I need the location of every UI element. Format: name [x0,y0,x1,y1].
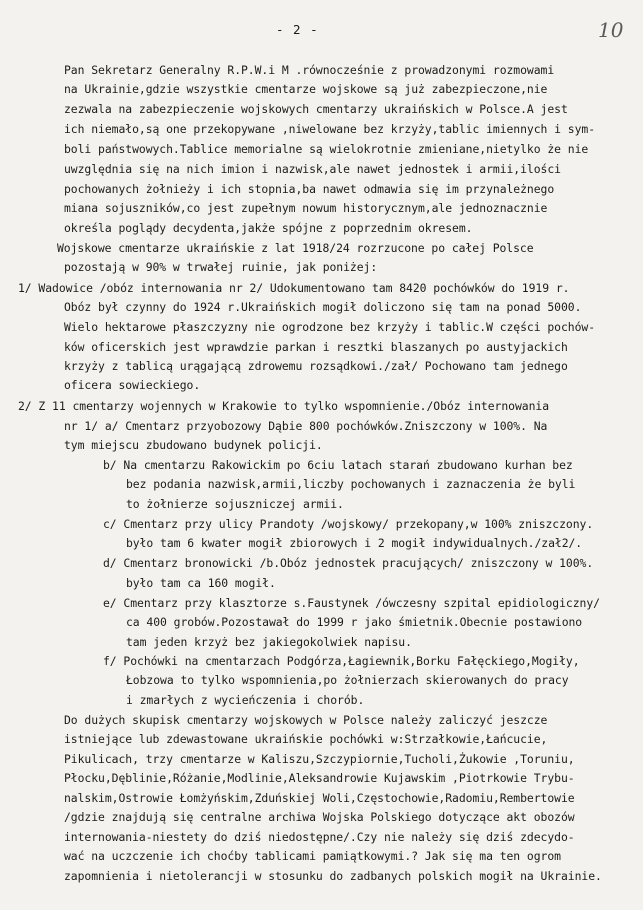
text-line: b/ Na cmentarzu Rakowickim po 6ciu latach starań zbudowano kurhan bez [103,458,573,472]
text-line: ich niemało,są one przekopywane ,niwelowane bez krzyży,tablic imiennych i sym- [64,122,596,136]
text-line: d/ Cmentarz bronowicki /b.Obóz jednostek pracujących/ zniszczony w 100%. [103,556,594,570]
text-line: krzyży z tablicą urągającą zdrowemu rozsądkowi./zał/ Pochowano tam jednego [64,359,568,373]
text-line: Wojskowe cmentarze ukraińskie z lat 1918/24 rozrzucone po całej Polsce [57,241,534,255]
text-line: ca 400 grobów.Pozostawał do 1999 r jako śmietnik.Obecnie postawiono [126,615,583,629]
text-line: miana sojuszników,co jest zupełnym nowum historycznym,ale jednoznacznie [64,201,548,215]
text-line: Obóz był czynny do 1924 r.Ukraińskich mogił doliczono się tam na ponad 5000. [64,300,582,314]
text-line: Łobzowa to tylko wspomnienia,po żołnierzach skierowanych do pracy [126,673,569,687]
text-line: określa poglądy decydenta,jakże spójne z poprzednim okresem. [64,221,473,235]
text-line: tym miejscu zbudowano budynek policji. [64,438,323,452]
text-line: boli państwowych.Tablice memorialne są wielokrotnie zmieniane,nietylko że nie [64,142,589,156]
text-line: to żołnierze sojuszniczej armii. [126,497,344,511]
text-line: Płocku,Dęblinie,Różanie,Modlinie,Aleksandrowie Kujawskim ,Piotrkowie Trybu- [64,771,575,785]
text-line: uwzględnia się na nich imion i nazwisk,ale nawet jednostek i armii,ilości [64,162,561,176]
text-line: zezwala na zabezpieczenie wojskowych cmentarzy ukraińskich w Polsce.A jest [64,102,568,116]
text-line: 1/ Wadowice /obóz internowania nr 2/ Udokumentowano tam 8420 pochówków do 1919 r. [18,281,570,295]
text-line: istniejące lub zdewastowane ukraińskie pochówki w:Strzałkowie,Łańcucie, [64,732,548,746]
text-line: Wielo hektarowe płaszczyzny nie ogrodzone bez krzyży i tablic.W części pochów- [64,320,596,334]
text-line: /gdzie znajdują się centralne archiwa Wojska Polskiego dotyczące akt obozów [64,810,575,824]
text-line: Pikulicach, trzy cmentarze w Kaliszu,Szczypiornie,Tucholi,Żukowie ,Toruniu, [64,752,575,766]
text-line: i zmarłych z wycieńczenia i chorób. [126,693,365,707]
text-line: na Ukrainie,gdzie wszystkie cmentarze wojskowe są już zabezpieczone,nie [64,82,548,96]
text-line: wać na uczczenie ich choćby tablicami pamiątkowymi.? Jak się ma ten ogrom [64,849,561,863]
text-line: było tam 6 kwater mogił zbiorowych i 2 mogił indywidualnych./zał2/. [126,536,583,550]
text-line: nr 1/ a/ Cmentarz przyobozowy Dąbie 800 pochówków.Zniszczony w 100%. Na [64,419,548,433]
text-line: pochowanych żołnieży i ich stopnia,ba nawet odmawia się im przynależnego [64,182,555,196]
handwritten-page-number: 10 [598,18,624,42]
text-line: e/ Cmentarz przy klasztorze s.Faustynek /ówczesny szpital epidiologiczny/ [103,596,600,610]
text-line: c/ Cmentarz przy ulicy Prandoty /wojskowy/ przekopany,w 100% zniszczony. [103,517,594,531]
text-line: oficera sowieckiego. [64,378,201,392]
text-line: internowania-niestety do dziś niedostępne/.Czy nie należy się dziś zdecydo- [64,830,575,844]
text-line: tam jeden krzyż bez jakiegokolwiek napisu. [126,635,412,649]
page-number: - 2 - [276,22,319,37]
text-line: ków oficerskich jest wprawdzie parkan i resztki blaszanych po austyjackich [64,340,568,354]
text-line: zapomnienia i nietolerancji w stosunku do zadbanych polskich mogił na Ukrainie. [64,869,602,883]
text-line: nalskim,Ostrowie Łomżyńskim,Zduńskiej Woli,Częstochowie,Radomiu,Rembertowie [64,791,575,805]
text-line: f/ Pochówki na cmentarzach Podgórza,Łagiewnik,Borku Fałęckiego,Mogiły, [103,654,580,668]
text-line: Do dużych skupisk cmentarzy wojskowych w Polsce należy zaliczyć jeszcze [64,713,548,727]
text-line: bez podania nazwisk,armii,liczby pochowanych i zaznaczenia że byli [126,477,576,491]
text-line: 2/ Z 11 cmentarzy wojennych w Krakowie to tylko wspomnienie./Obóz internowania [18,399,550,413]
text-line: Pan Sekretarz Generalny R.P.W.i M .równocześnie z prowadzonymi rozmowami [64,63,555,77]
text-line: pozostają w 90% w trwałej ruinie, jak poniżej: [64,260,378,274]
text-line: było tam ca 160 mogił. [126,576,276,590]
